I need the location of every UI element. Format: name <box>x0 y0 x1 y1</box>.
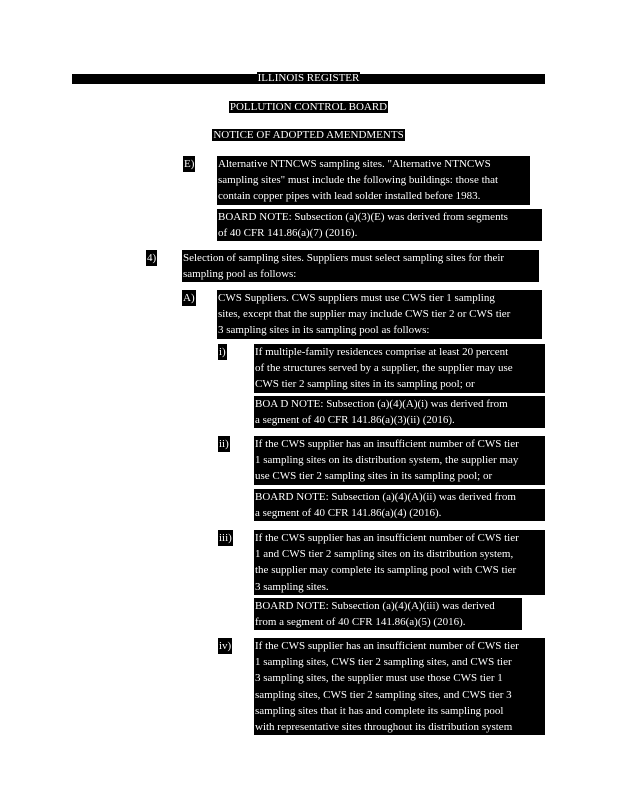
text-line: use CWS tier 2 sampling sites in its sampling pool; or <box>254 468 545 484</box>
text-line: Alternative NTNCWS sampling sites. "Alternative NTNCWS <box>217 156 530 172</box>
section-iv-text <box>254 638 545 735</box>
text-line: BOARD NOTE: Subsection (a)(4)(A)(iii) was derived <box>254 598 522 614</box>
text-line: 3 sampling sites. <box>254 579 545 595</box>
text-line: the supplier may complete its sampling pool with CWS tier <box>254 562 545 578</box>
section-e-text <box>217 156 530 205</box>
text-line: If the CWS supplier has an insufficient number of CWS tier <box>254 530 545 546</box>
text-line: 1 and CWS tier 2 sampling sites on its distribution system, <box>254 546 545 562</box>
section-4-text <box>182 250 539 282</box>
section-ii-board-note <box>254 489 545 521</box>
text-line: 3 sampling sites in its sampling pool as follows: <box>217 322 542 338</box>
section-label-e: E) <box>184 158 195 170</box>
text-line: BOA D NOTE: Subsection (a)(4)(A)(i) was derived from <box>254 396 545 412</box>
text-line: If the CWS supplier has an insufficient number of CWS tier <box>254 436 545 452</box>
text-line: BOARD NOTE: Subsection (a)(4)(A)(ii) was derived from <box>254 489 545 505</box>
section-label-4: 4) <box>147 252 157 264</box>
section-iii-text <box>254 530 545 595</box>
text-line: If the CWS supplier has an insufficient number of CWS tier <box>254 638 545 654</box>
text-line: 1 sampling sites on its distribution system, the supplier may <box>254 452 545 468</box>
text-line: a segment of 40 CFR 141.86(a)(4) (2016). <box>254 505 545 521</box>
section-label-iii: iii) <box>219 532 232 544</box>
text-line: 3 sampling sites, the supplier must use those CWS tier 1 <box>254 670 545 686</box>
section-a-text <box>217 290 542 339</box>
section-label-a: A) <box>183 292 195 304</box>
board-title-text: POLLUTION CONTROL BOARD <box>229 101 388 113</box>
section-ii-text <box>254 436 545 485</box>
section-e-board-note <box>217 209 542 241</box>
section-label-iv: iv) <box>219 640 232 652</box>
text-line: sampling sites that it has and complete its sampling pool <box>254 703 545 719</box>
section-i-board-note <box>254 396 545 428</box>
notice-title-text: NOTICE OF ADOPTED AMENDMENTS <box>213 129 404 141</box>
text-line: of 40 CFR 141.86(a)(7) (2016). <box>217 225 542 241</box>
register-title-text: ILLINOIS REGISTER <box>257 72 360 84</box>
section-i-text <box>254 344 545 393</box>
text-line: sampling pool as follows: <box>182 266 539 282</box>
text-line: BOARD NOTE: Subsection (a)(3)(E) was derived from segments <box>217 209 542 225</box>
text-line: CWS Suppliers. CWS suppliers must use CWS tier 1 sampling <box>217 290 542 306</box>
text-line: of the structures served by a supplier, the supplier may use <box>254 360 545 376</box>
section-label-i: i) <box>219 346 226 358</box>
text-line: contain copper pipes with lead solder installed before 1983. <box>217 188 530 204</box>
text-line: sampling sites, CWS tier 2 sampling sites, and CWS tier 3 <box>254 687 545 703</box>
notice-title <box>72 128 545 142</box>
text-line: from a segment of 40 CFR 141.86(a)(5) (2016). <box>254 614 522 630</box>
text-line: with representative sites throughout its distribution system <box>254 719 545 735</box>
register-title <box>72 71 545 85</box>
section-label-ii: ii) <box>219 438 229 450</box>
text-line: 1 sampling sites, CWS tier 2 sampling sites, and CWS tier <box>254 654 545 670</box>
text-line: sampling sites" must include the following buildings: those that <box>217 172 530 188</box>
section-iii-board-note <box>254 598 522 630</box>
text-line: Selection of sampling sites. Suppliers must select sampling sites for their <box>182 250 539 266</box>
board-title <box>72 100 545 114</box>
text-line: sites, except that the supplier may include CWS tier 2 or CWS tier <box>217 306 542 322</box>
text-line: CWS tier 2 sampling sites in its sampling pool; or <box>254 376 545 392</box>
text-line: a segment of 40 CFR 141.86(a)(3)(ii) (2016). <box>254 412 545 428</box>
text-line: If multiple-family residences comprise at least 20 percent <box>254 344 545 360</box>
